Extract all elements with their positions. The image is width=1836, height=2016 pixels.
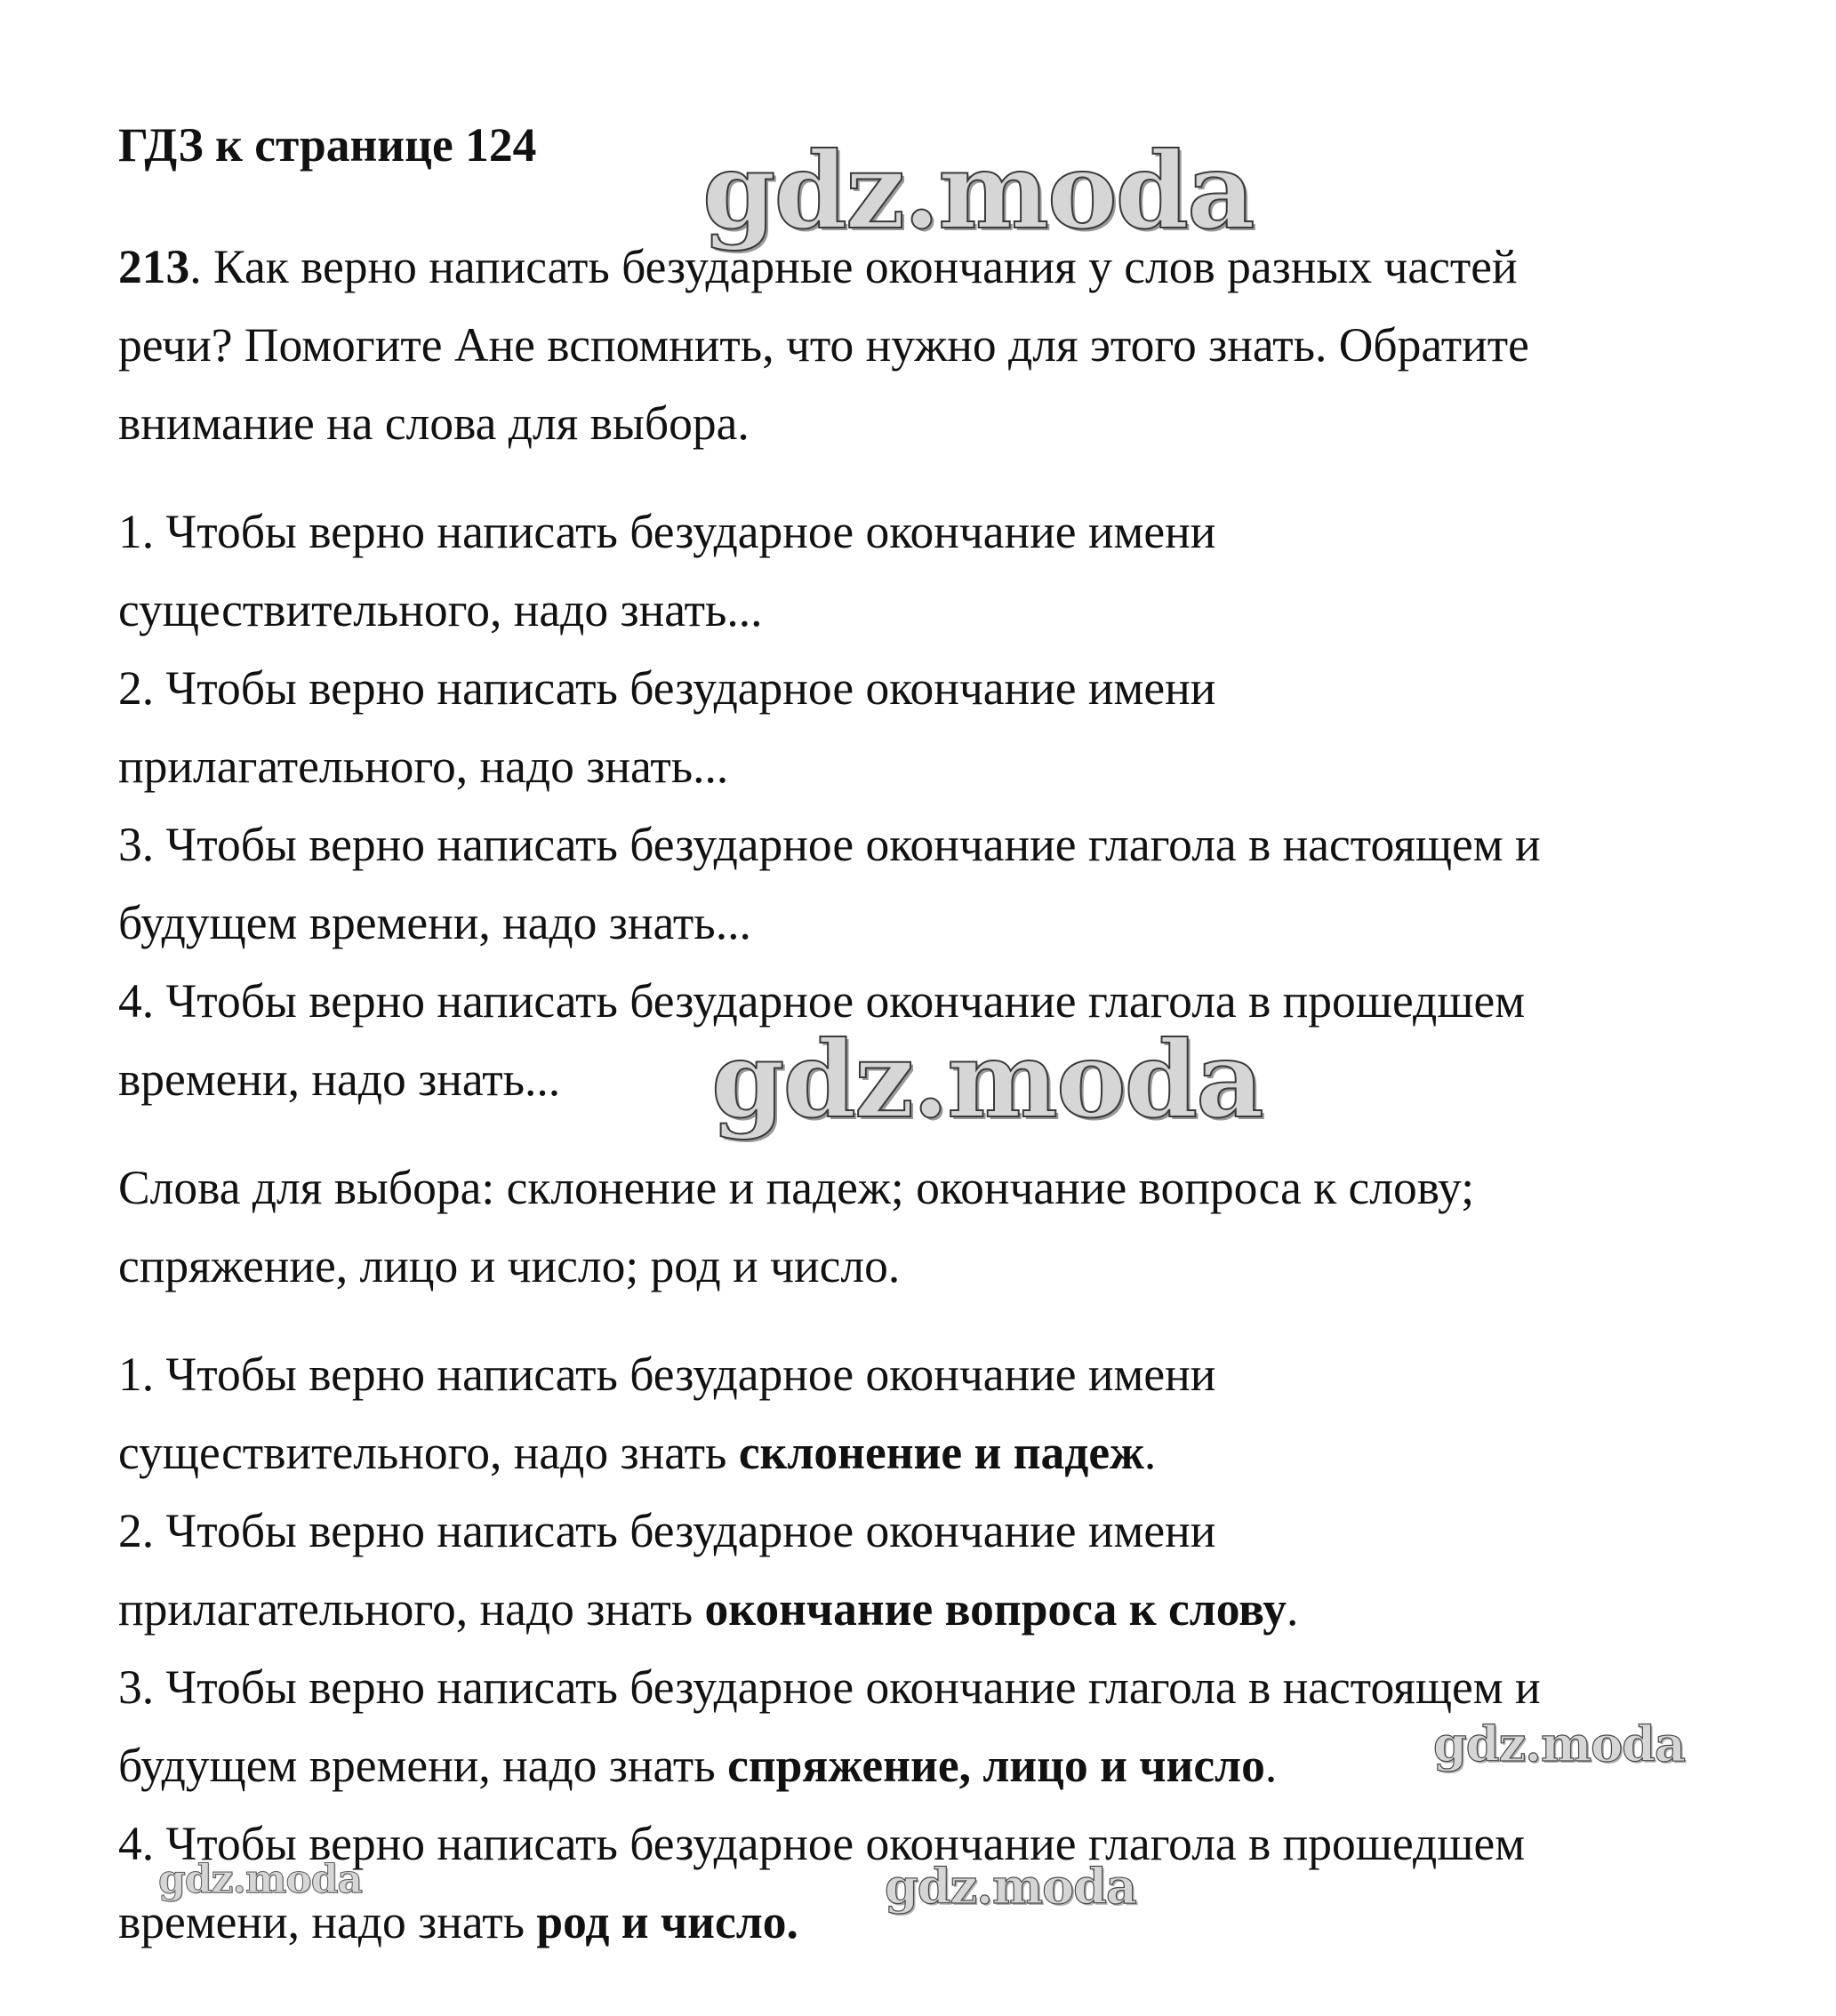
question-3-line-2: будущем времени, надо знать... bbox=[118, 896, 751, 949]
watermark-logo: gdz.moda bbox=[885, 1858, 1136, 1915]
watermark-logo: gdz.moda bbox=[158, 1857, 363, 1902]
answer-2-line-2 bbox=[118, 1582, 1298, 1636]
answer-punct: . bbox=[1264, 1739, 1278, 1792]
watermark-logo: gdz.moda bbox=[702, 129, 1254, 252]
question-1-line-2: существительного, надо знать... bbox=[118, 583, 763, 636]
answer-4-line-2 bbox=[118, 1895, 798, 1948]
question-1-line-1: 1. Чтобы верно написать безударное окончание имени bbox=[118, 505, 1216, 558]
question-3-line-1: 3. Чтобы верно написать безударное окончание глагола в настоящем и bbox=[118, 818, 1541, 871]
task-text: . Как верно написать безударные окончания у слов разных частей bbox=[189, 240, 1518, 293]
answer-text: прилагательного, надо знать bbox=[118, 1582, 705, 1636]
task-number: 213 bbox=[118, 240, 190, 293]
answer-punct: . bbox=[1286, 1582, 1299, 1636]
task-statement-line-2: речи? Помогите Ане вспомнить, что нужно для этого знать. Обратите bbox=[118, 318, 1529, 372]
answer-1-line-2 bbox=[118, 1426, 1156, 1479]
choices-line-1: Слова для выбора: склонение и падеж; окончание вопроса к слову; bbox=[118, 1161, 1475, 1214]
task-statement-line-1 bbox=[118, 240, 1518, 293]
watermark-logo: gdz.moda bbox=[711, 1018, 1263, 1141]
answer-3-line-1: 3. Чтобы верно написать безударное окончание глагола в настоящем и bbox=[118, 1660, 1541, 1714]
answer-text: будущем времени, надо знать bbox=[118, 1739, 728, 1792]
watermark-logo: gdz.moda bbox=[1433, 1716, 1685, 1772]
question-4-line-1: 4. Чтобы верно написать безударное окончание глагола в прошедшем bbox=[118, 974, 1526, 1028]
choices-line-2: спряжение, лицо и число; род и число. bbox=[118, 1239, 901, 1292]
task-statement-line-3: внимание на слова для выбора. bbox=[118, 396, 750, 450]
answer-keyword: спряжение, лицо и число bbox=[727, 1739, 1265, 1792]
page-heading: ГДЗ к странице 124 bbox=[118, 118, 537, 172]
answer-keyword: род и число. bbox=[536, 1895, 798, 1948]
answer-punct: . bbox=[1143, 1426, 1157, 1479]
answer-keyword: склонение и падеж bbox=[738, 1426, 1144, 1479]
answer-3-line-2 bbox=[118, 1739, 1277, 1792]
question-4-line-2: времени, надо знать... bbox=[118, 1052, 561, 1106]
answer-2-line-1: 2. Чтобы верно написать безударное окончание имени bbox=[118, 1504, 1216, 1557]
answer-4-line-1: 4. Чтобы верно написать безударное окончание глагола в прошедшем bbox=[118, 1817, 1526, 1870]
answer-1-line-1: 1. Чтобы верно написать безударное окончание имени bbox=[118, 1348, 1216, 1401]
answer-text: времени, надо знать bbox=[118, 1895, 537, 1948]
question-2-line-2: прилагательного, надо знать... bbox=[118, 740, 729, 793]
answer-keyword: окончание вопроса к слову bbox=[704, 1582, 1287, 1636]
question-2-line-1: 2. Чтобы верно написать безударное окончание имени bbox=[118, 661, 1216, 715]
answer-text: существительного, надо знать bbox=[118, 1426, 739, 1479]
